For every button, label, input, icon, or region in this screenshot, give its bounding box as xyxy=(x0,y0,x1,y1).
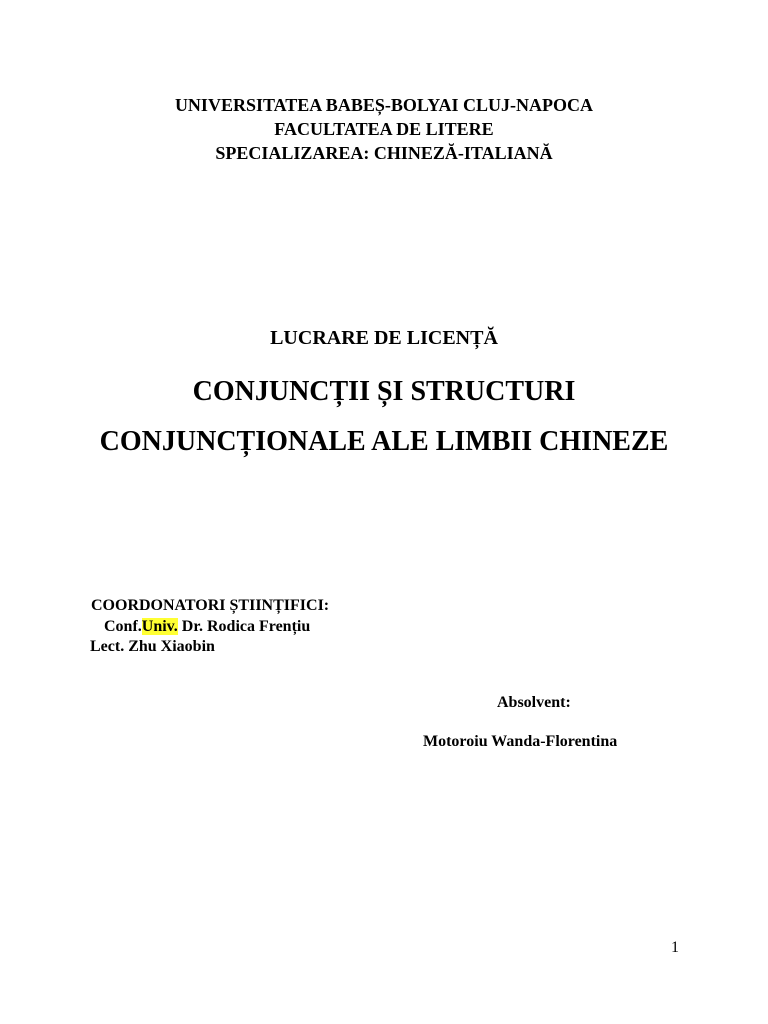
university-name: UNIVERSITATEA BABEȘ-BOLYAI CLUJ-NAPOCA xyxy=(174,95,594,115)
page-number: 1 xyxy=(671,939,679,956)
coordinator-first xyxy=(104,617,310,637)
coordinator-first-rest: Dr. Rodica Frențiu xyxy=(177,618,311,635)
coordinator-second: Lect. Zhu Xiaobin xyxy=(90,638,215,655)
specialization: SPECIALIZAREA: CHINEZĂ-ITALIANĂ xyxy=(215,143,553,163)
thesis-title-line-2: CONJUNCȚIONALE ALE LIMBII CHINEZE xyxy=(99,426,669,457)
highlighted-text: Univ. xyxy=(141,618,178,635)
thesis-type: LUCRARE DE LICENȚĂ xyxy=(270,327,498,349)
thesis-title-line-1: CONJUNCȚII ȘI STRUCTURI xyxy=(192,376,576,407)
coordinator-first-prefix: Conf. xyxy=(104,618,142,635)
graduate-label: Absolvent: xyxy=(497,694,571,711)
faculty-name: FACULTATEA DE LITERE xyxy=(274,119,494,139)
graduate-name: Motoroiu Wanda-Florentina xyxy=(423,733,618,750)
coordinators-heading: COORDONATORI ȘTIINȚIFICI: xyxy=(91,597,330,614)
